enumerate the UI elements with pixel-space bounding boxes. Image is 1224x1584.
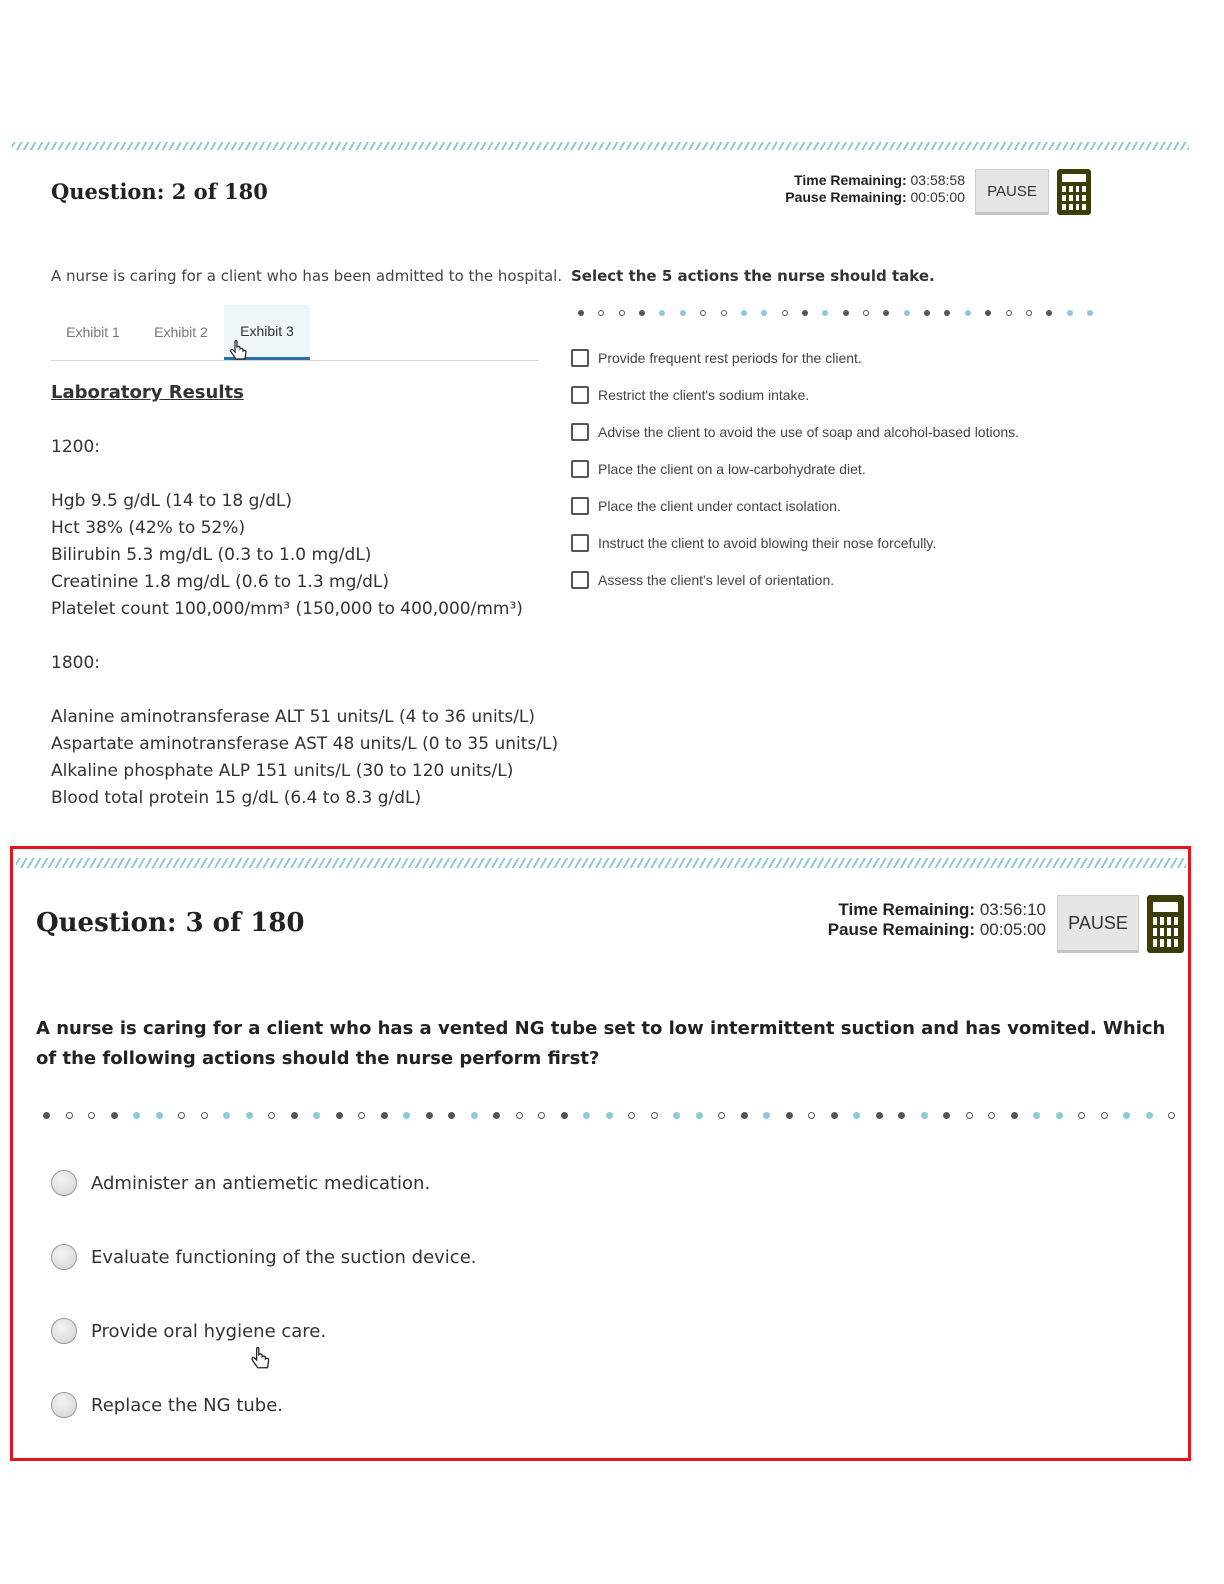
lab-line: Aspartate aminotransferase AST 48 units/L (0 to 35 units/L): [51, 734, 559, 754]
option-checkbox-row[interactable]: [571, 571, 834, 589]
separator-dot: [66, 1112, 73, 1119]
separator-dot: [718, 1112, 725, 1119]
tab-exhibit-2[interactable]: Exhibit 2: [154, 324, 208, 340]
hand-cursor-icon: [250, 1347, 272, 1371]
checkbox[interactable]: [571, 386, 589, 404]
separator-dot: [1033, 1112, 1040, 1119]
answer-option[interactable]: [51, 1392, 283, 1418]
lab-line: Alanine aminotransferase ALT 51 units/L (4 to 36 units/L): [51, 707, 536, 727]
separator-dot: [883, 310, 889, 316]
lab-line: Hct 38% (42% to 52%): [51, 518, 246, 538]
checkbox[interactable]: [571, 571, 589, 589]
option-label: Assess the client's level of orientation.: [598, 572, 835, 588]
separator-dot: [336, 1112, 343, 1119]
time-remaining-label: Time Remaining:: [794, 172, 907, 188]
separator-dot: [111, 1112, 118, 1119]
option-label: Provide frequent rest periods for the client.: [598, 350, 862, 366]
exhibit-tabs: [51, 305, 539, 361]
lab-time-1800: 1800:: [51, 653, 100, 673]
separator-dot: [1026, 310, 1032, 316]
separator-dot: [628, 1112, 635, 1119]
separator-dot: [1078, 1112, 1085, 1119]
separator-dot: [561, 1112, 568, 1119]
checkbox[interactable]: [571, 349, 589, 367]
separator-dot: [904, 310, 910, 316]
separator-dot: [651, 1112, 658, 1119]
separator-dot: [1067, 310, 1073, 316]
question-3-title: Question: 3 of 180: [36, 908, 305, 938]
question-instruction: Select the 5 actions the nurse should take.: [571, 267, 935, 285]
option-label: Instruct the client to avoid blowing their nose forcefully.: [598, 535, 937, 551]
hand-cursor-icon: [229, 340, 249, 362]
separator-dot: [223, 1112, 230, 1119]
separator-dot: [985, 310, 991, 316]
pause-remaining-label: Pause Remaining:: [785, 188, 907, 205]
separator-dot: [659, 310, 665, 316]
separator-dot: [802, 310, 808, 316]
checkbox[interactable]: [571, 497, 589, 515]
separator-dot: [178, 1112, 185, 1119]
separator-dot: [673, 1112, 680, 1119]
separator-dot: [741, 1112, 748, 1119]
separator-dot: [786, 1112, 793, 1119]
tab-exhibit-1[interactable]: Exhibit 1: [66, 324, 120, 340]
separator-dot: [493, 1112, 500, 1119]
separator-dot: [578, 310, 584, 316]
separator-dot: [598, 310, 604, 316]
separator-dot: [782, 310, 788, 316]
separator-dot: [246, 1112, 253, 1119]
separator-dot: [1011, 1112, 1018, 1119]
divider-hatch: [12, 142, 1189, 150]
option-label: Administer an antiemetic medication.: [91, 1172, 431, 1194]
separator-dot: [133, 1112, 140, 1119]
lab-results-heading: Laboratory Results: [51, 382, 244, 403]
tab-exhibit-3[interactable]: Exhibit 3: [224, 305, 310, 360]
calculator-icon[interactable]: [1057, 169, 1091, 215]
radio-button[interactable]: [51, 1244, 77, 1270]
separator-dot: [721, 310, 727, 316]
q2-timer: [740, 172, 965, 206]
option-label: Restrict the client's sodium intake.: [598, 387, 810, 403]
lab-line: Blood total protein 15 g/dL (6.4 to 8.3 g/dL): [51, 788, 422, 808]
separator-dot: [538, 1112, 545, 1119]
answer-option[interactable]: [51, 1170, 430, 1196]
lab-line: Hgb 9.5 g/dL (14 to 18 g/dL): [51, 491, 292, 511]
lab-line: Bilirubin 5.3 mg/dL (0.3 to 1.0 mg/dL): [51, 545, 372, 565]
separator-dot: [831, 1112, 838, 1119]
separator-dot: [1168, 1112, 1175, 1119]
radio-button[interactable]: [51, 1392, 77, 1418]
option-checkbox-row[interactable]: [571, 460, 866, 478]
lab-line: Alkaline phosphate ALP 151 units/L (30 to 120 units/L): [51, 761, 514, 781]
time-remaining-value: 03:58:58: [910, 172, 965, 188]
separator-dot: [700, 310, 706, 316]
separator-dot: [808, 1112, 815, 1119]
pause-button[interactable]: PAUSE: [1057, 895, 1139, 953]
option-label: Evaluate functioning of the suction device.: [91, 1246, 477, 1268]
separator-dot: [471, 1112, 478, 1119]
separator-dot: [943, 1112, 950, 1119]
separator-dot: [201, 1112, 208, 1119]
separator-dot: [426, 1112, 433, 1119]
separator-dot: [381, 1112, 388, 1119]
separator-dot: [965, 310, 971, 316]
dotted-separator: [43, 1111, 1175, 1120]
separator-dot: [291, 1112, 298, 1119]
separator-dot: [583, 1112, 590, 1119]
option-label: Replace the NG tube.: [91, 1394, 284, 1416]
separator-dot: [1056, 1112, 1063, 1119]
pause-remaining-value: 00:05:00: [979, 920, 1046, 940]
answer-option[interactable]: [51, 1318, 326, 1344]
option-checkbox-row[interactable]: [571, 349, 862, 367]
separator-dot: [1101, 1112, 1108, 1119]
option-label: Advise the client to avoid the use of soap and alcohol-based lotions.: [598, 424, 1020, 440]
separator-dot: [268, 1112, 275, 1119]
option-label: Place the client on a low-carbohydrate diet.: [598, 461, 866, 477]
separator-dot: [358, 1112, 365, 1119]
separator-dot: [43, 1112, 50, 1119]
time-remaining-value: 03:56:10: [979, 900, 1046, 919]
separator-dot: [606, 1112, 613, 1119]
separator-dot: [763, 1112, 770, 1119]
option-checkbox-row[interactable]: [571, 386, 809, 404]
checkbox[interactable]: [571, 423, 589, 441]
separator-dot: [516, 1112, 523, 1119]
separator-dot: [944, 310, 950, 316]
option-label: Provide oral hygiene care.: [91, 1320, 327, 1342]
separator-dot: [741, 310, 747, 316]
separator-dot: [761, 310, 767, 316]
separator-dot: [448, 1112, 455, 1119]
question-stem: A nurse is caring for a client who has been admitted to the hospital.: [51, 267, 563, 285]
question-stem: A nurse is caring for a client who has a vented NG tube set to low intermittent suction and has vomited. Which of the following actions should the nurse perform first?: [36, 1018, 1166, 1069]
separator-dot: [619, 310, 625, 316]
checkbox[interactable]: [571, 460, 589, 478]
separator-dot: [403, 1112, 410, 1119]
separator-dot: [822, 310, 828, 316]
separator-dot: [313, 1112, 320, 1119]
calculator-icon[interactable]: [1147, 895, 1184, 953]
separator-dot: [88, 1112, 95, 1119]
separator-dot: [639, 310, 645, 316]
answer-option[interactable]: [51, 1244, 477, 1270]
radio-button[interactable]: [51, 1170, 77, 1196]
lab-line: Platelet count 100,000/mm³ (150,000 to 400,000/mm³): [51, 599, 523, 619]
option-checkbox-row[interactable]: [571, 497, 841, 515]
separator-dot: [156, 1112, 163, 1119]
separator-dot: [843, 310, 849, 316]
separator-dot: [1006, 310, 1012, 316]
separator-dot: [1123, 1112, 1130, 1119]
checkbox[interactable]: [571, 534, 589, 552]
lab-line: Creatinine 1.8 mg/dL (0.6 to 1.3 mg/dL): [51, 572, 390, 592]
separator-dot: [924, 310, 930, 316]
separator-dot: [898, 1112, 905, 1119]
question-2-title: Question: 2 of 180: [51, 179, 268, 204]
divider-hatch: [16, 858, 1186, 868]
radio-button[interactable]: [51, 1318, 77, 1344]
separator-dot: [1087, 310, 1093, 316]
pause-button[interactable]: PAUSE: [975, 169, 1049, 215]
lab-time-1200: 1200:: [51, 437, 100, 457]
separator-dot: [876, 1112, 883, 1119]
option-checkbox-row[interactable]: [571, 423, 1019, 441]
separator-dot: [988, 1112, 995, 1119]
separator-dot: [680, 310, 686, 316]
separator-dot: [863, 310, 869, 316]
separator-dot: [696, 1112, 703, 1119]
separator-dot: [921, 1112, 928, 1119]
separator-dot: [1046, 310, 1052, 316]
time-remaining-label: Time Remaining:: [838, 900, 976, 919]
pause-remaining-label: Pause Remaining:: [827, 920, 976, 940]
separator-dot: [966, 1112, 973, 1119]
pause-remaining-value: 00:05:00: [910, 188, 965, 205]
separator-dot: [853, 1112, 860, 1119]
dotted-separator: [578, 309, 1093, 317]
q3-timer: [780, 900, 1046, 941]
option-checkbox-row[interactable]: [571, 534, 936, 552]
separator-dot: [1146, 1112, 1153, 1119]
option-label: Place the client under contact isolation.: [598, 498, 841, 514]
